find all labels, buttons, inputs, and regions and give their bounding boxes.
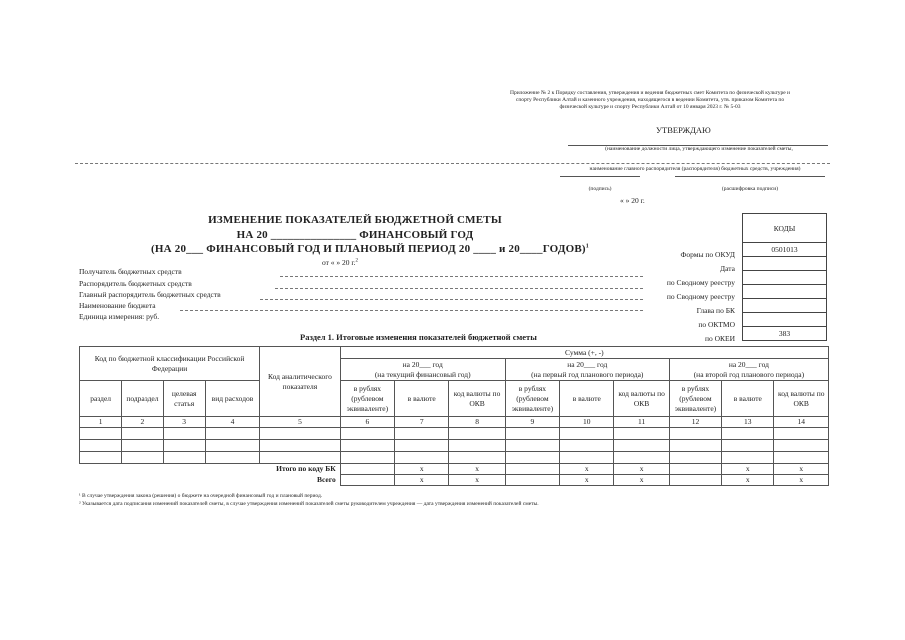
code-registry-2 xyxy=(743,285,827,299)
th-period-3-desc: (на второй год планового периода) xyxy=(693,369,805,379)
approver-org-caption: наименование главного распорядителя (распорядителя) бюджетных средств, учреждения) xyxy=(589,166,801,172)
field-unit: Единица измерения: руб. xyxy=(79,312,160,321)
code-okei: 383 xyxy=(743,327,827,341)
code-okud: 0501013 xyxy=(743,243,827,257)
doc-date-from-text: от « » 20 г. xyxy=(322,258,356,267)
doc-title-line-2: НА 20 _______________ ФИНАНСОВЫЙ ГОД xyxy=(236,229,474,241)
th-period-1 xyxy=(340,359,505,381)
doc-title-line-3-text: (НА 20___ ФИНАНСОВЫЙ ГОД И ПЛАНОВЫЙ ПЕРИОД 20 ____ и 20____ГОДОВ) xyxy=(151,243,586,255)
appendix-line-2: спорту Республики Алтай и казенного учреждения, находящегося в ведении Комитета, утв. приказом Комитета по xyxy=(515,97,785,103)
doc-title-line-3 xyxy=(140,243,600,255)
col-num: 1 xyxy=(80,417,122,428)
label-date: Дата xyxy=(720,264,735,273)
th-period-2 xyxy=(505,359,669,381)
table-row xyxy=(80,440,829,452)
th-p2-okv: код валюты по ОКВ xyxy=(614,381,669,417)
th-p3-okv: код валюты по ОКВ xyxy=(774,381,829,417)
col-num: 7 xyxy=(395,417,449,428)
col-num: 6 xyxy=(340,417,394,428)
signature-caption: (подпись) xyxy=(588,186,612,192)
field-recipient: Получатель бюджетных средств xyxy=(79,267,182,276)
approver-position-caption: (наименование должности лица, утверждающего изменение показателей сметы, xyxy=(605,146,793,152)
footnote-1: ¹ В случае утверждения закона (решения) о бюджете на очередной финансовый год и плановый период. xyxy=(79,493,323,499)
th-period-1-year: на 20___ год xyxy=(402,359,443,369)
th-expense-type: вид расходов xyxy=(205,381,259,417)
th-p2-cur: в валюте xyxy=(560,381,614,417)
doc-date-from xyxy=(322,258,522,267)
main-table xyxy=(79,346,829,486)
label-okei: по ОКЕИ xyxy=(704,334,735,343)
code-chapter-bk xyxy=(743,299,827,313)
col-num: 13 xyxy=(722,417,774,428)
col-num: 3 xyxy=(163,417,205,428)
col-num: 8 xyxy=(449,417,505,428)
th-period-3 xyxy=(669,359,828,381)
signature-decode-caption: (расшифровка подписи) xyxy=(721,186,779,192)
th-period-3-year: на 20___ год xyxy=(728,359,769,369)
field-manager: Распорядитель бюджетных средств xyxy=(79,279,192,288)
section-title: Раздел 1. Итоговые изменения показателей бюджетной сметы xyxy=(300,332,537,342)
approve-heading: УТВЕРЖДАЮ xyxy=(656,125,711,135)
approval-date: « » 20 г. xyxy=(620,196,645,205)
col-num: 10 xyxy=(560,417,614,428)
x-mark: x xyxy=(449,464,505,475)
field-budget-name: Наименование бюджета xyxy=(79,301,156,310)
col-num: 14 xyxy=(774,417,829,428)
col-num: 9 xyxy=(505,417,559,428)
code-oktmo xyxy=(743,313,827,327)
th-p1-cur: в валюте xyxy=(395,381,449,417)
th-analytic: Код аналитического показателя xyxy=(260,347,341,417)
th-target-article: целевая статья xyxy=(163,381,205,417)
x-mark: x xyxy=(722,464,774,475)
total-bk-row xyxy=(80,464,829,475)
th-sum: Сумма (+, -) xyxy=(340,347,828,359)
appendix-line-1: Приложение № 2 к Порядку составления, утверждения и ведения бюджетных смет Комитета по физической культуре и xyxy=(510,90,790,96)
x-mark: x xyxy=(560,464,614,475)
table-row xyxy=(80,428,829,440)
th-p3-rub: в рублях (рублевом эквиваленте) xyxy=(669,381,721,417)
col-num: 4 xyxy=(205,417,259,428)
th-p1-okv: код валюты по ОКВ xyxy=(449,381,505,417)
label-okud: Формы по ОКУД xyxy=(680,250,735,259)
th-p2-rub: в рублях (рублевом эквиваленте) xyxy=(505,381,559,417)
x-mark: x xyxy=(395,464,449,475)
field-chief-manager: Главный распорядитель бюджетных средств xyxy=(79,290,221,299)
th-period-2-desc: (на первый год планового периода) xyxy=(531,369,644,379)
th-kbk: Код по бюджетной классификации Российской Федерации xyxy=(80,347,260,381)
column-numbers-row xyxy=(80,417,829,428)
th-p3-cur: в валюте xyxy=(722,381,774,417)
th-period-1-desc: (на текущий финансовый год) xyxy=(374,369,471,379)
label-chapter-bk: Глава по БК xyxy=(696,306,735,315)
footnote-ref-1: 1 xyxy=(585,243,589,250)
th-period-2-year: на 20___ год xyxy=(567,359,608,369)
appendix-note xyxy=(470,90,830,111)
x-mark: x xyxy=(774,475,829,486)
codes-header: КОДЫ xyxy=(743,214,827,243)
col-num: 11 xyxy=(614,417,669,428)
label-registry-2: по Сводному реестру xyxy=(666,292,735,301)
th-subsection: подраздел xyxy=(122,381,163,417)
x-mark: x xyxy=(395,475,449,486)
footnote-2: ² Указывается дата подписания изменений показателей сметы, в случае утверждения изменений показателей сметы руководителем учреждения — дата утверждения изменений показателей сметы. xyxy=(79,501,539,507)
code-date xyxy=(743,257,827,271)
code-registry-1 xyxy=(743,271,827,285)
label-oktmo: по ОКТМО xyxy=(698,320,735,329)
x-mark: x xyxy=(722,475,774,486)
col-num: 2 xyxy=(122,417,163,428)
total-bk-label: Итого по коду БК xyxy=(276,464,336,474)
th-section: раздел xyxy=(80,381,122,417)
table-row xyxy=(80,452,829,464)
total-row xyxy=(80,475,829,486)
doc-title-line-1: ИЗМЕНЕНИЕ ПОКАЗАТЕЛЕЙ БЮДЖЕТНОЙ СМЕТЫ xyxy=(208,214,502,226)
x-mark: x xyxy=(774,464,829,475)
col-num: 12 xyxy=(669,417,721,428)
x-mark: x xyxy=(560,475,614,486)
total-label: Всего xyxy=(316,475,336,484)
x-mark: x xyxy=(449,475,505,486)
footnote-ref-2: 2 xyxy=(355,258,359,264)
th-p1-rub: в рублях (рублевом эквиваленте) xyxy=(340,381,394,417)
col-num: 5 xyxy=(260,417,341,428)
x-mark: x xyxy=(614,464,669,475)
label-registry-1: по Сводному реестру xyxy=(666,278,735,287)
codes-table xyxy=(742,213,827,341)
x-mark: x xyxy=(614,475,669,486)
appendix-line-3: физической культуре и спорту Республики Алтай от 10 января 2023 г. № 5-03 xyxy=(559,104,741,110)
